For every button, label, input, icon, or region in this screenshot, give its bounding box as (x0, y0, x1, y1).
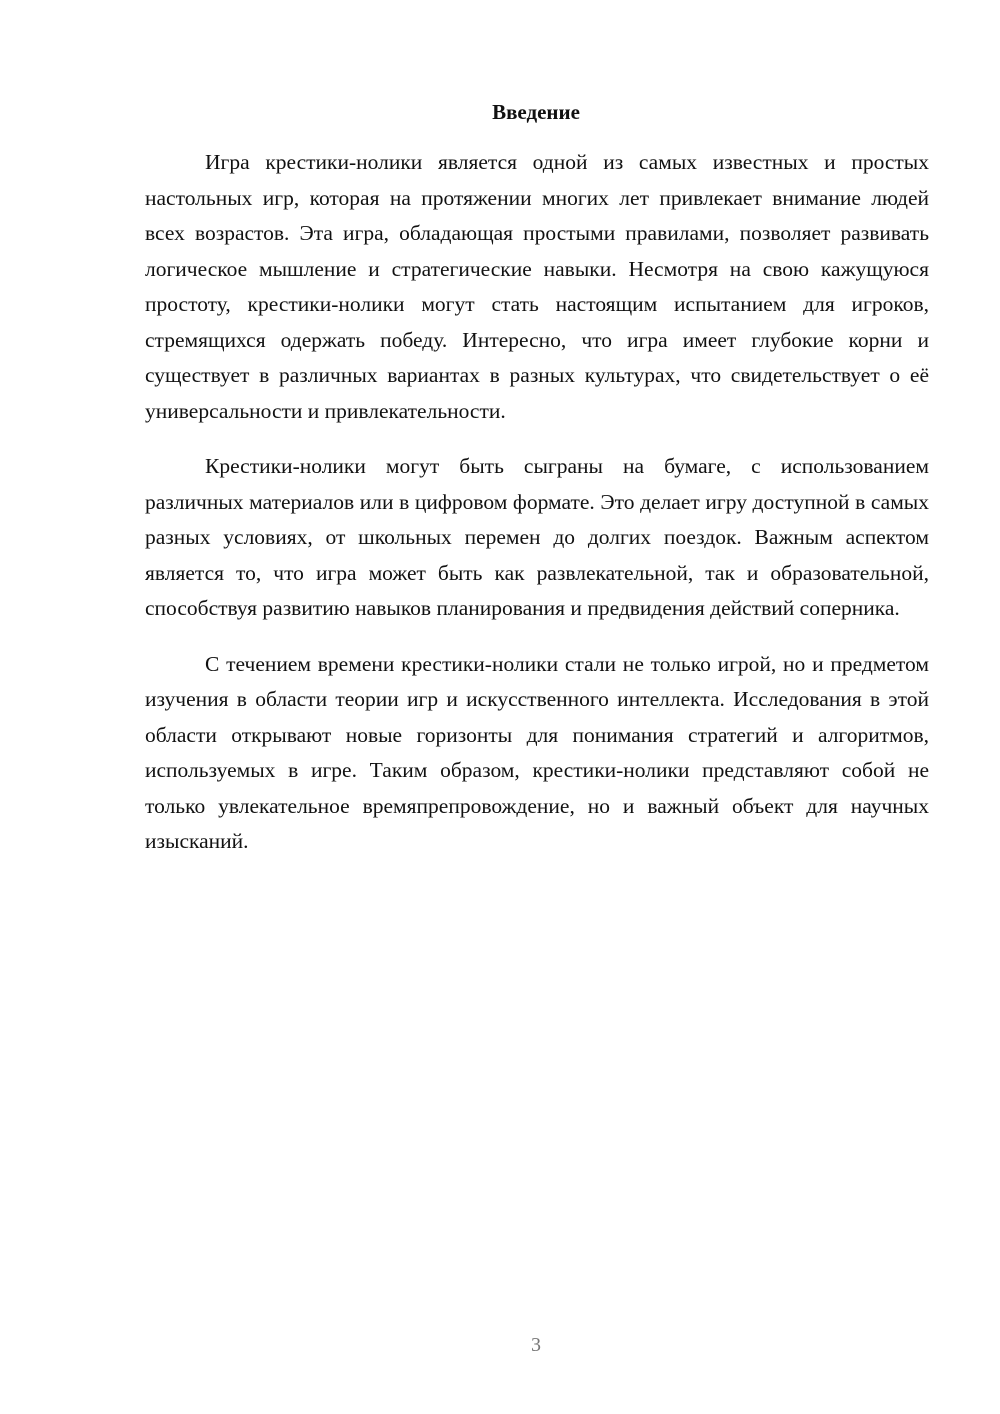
paragraph-2: Крестики-нолики могут быть сыграны на бумаге, с использованием различных материалов или в цифровом формате. Это делает игру доступной в самых разных условиях, от школьных перемен до долгих поездок. Важным аспектом является то, что игра может быть как развлекательной, так и образовательной, способствуя развитию навыков планирования и предвидения действий соперника. (145, 454, 929, 620)
page-number: 3 (531, 1334, 541, 1356)
document-body (145, 145, 929, 880)
page-title: Введение (492, 100, 580, 124)
paragraph-1: Игра крестики-нолики является одной из самых известных и простых настольных игр, которая на протяжении многих лет привлекает внимание людей всех возрастов. Эта игра, обладающая простыми правилами, позволяет развивать логическое мышление и стратегические навыки. Несмотря на свою кажущуюся простоту, крестики-нолики могут стать настоящим испытанием для игроков, стремящихся одержать победу. Интересно, что игра имеет глубокие корни и существует в различных вариантах в разных культурах, что свидетельствует о её универсальности и привлекательности. (145, 150, 929, 423)
paragraph-3: С течением времени крестики-нолики стали не только игрой, но и предметом изучения в области теории игр и искусственного интеллекта. Исследования в этой области открывают новые горизонты для понимания стратегий и алгоритмов, используемых в игре. Таким образом, крестики-нолики представляют собой не только увлекательное времяпрепровождение, но и важный объект для научных изысканий. (145, 651, 929, 853)
